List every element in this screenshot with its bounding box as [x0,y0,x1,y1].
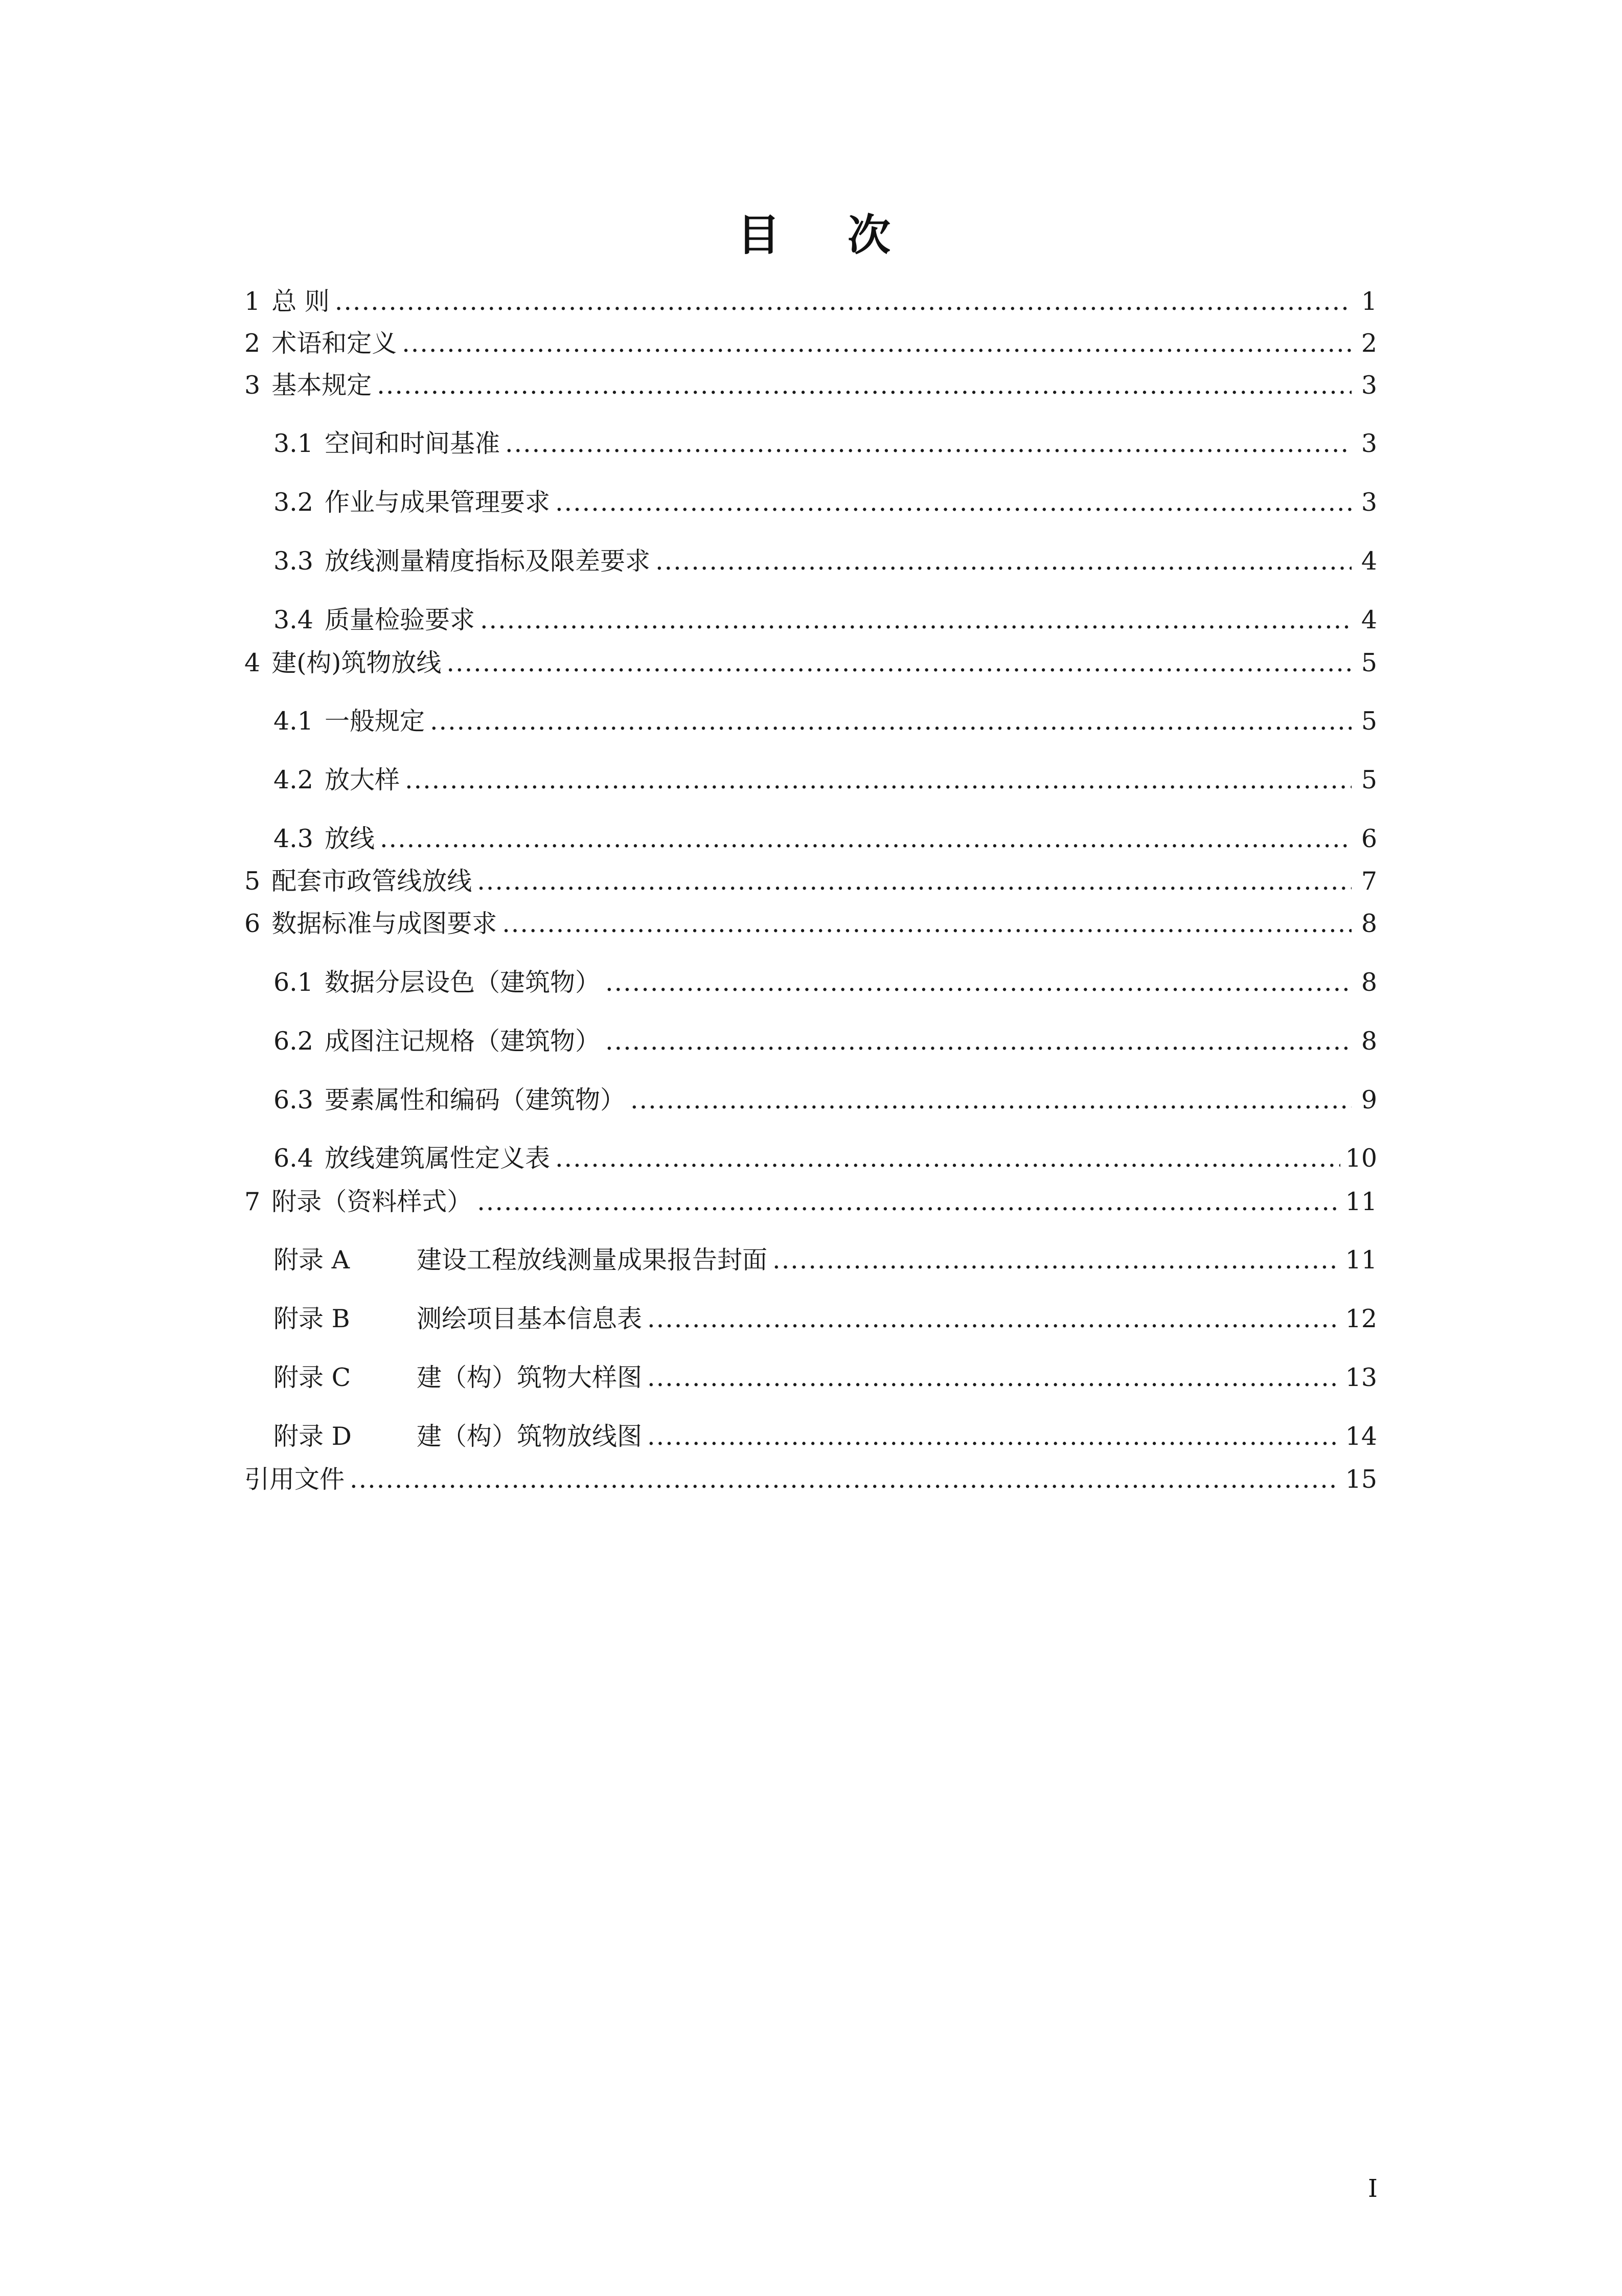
toc-leader-dots [477,862,1352,901]
toc-entry-page: 10 [1345,1144,1377,1173]
toc-entry-3-2[interactable] [273,483,1377,522]
toc-entry-page: 12 [1345,1304,1377,1333]
toc-leader-dots [605,963,1352,1002]
toc-entry-number: 4.2 [273,765,313,794]
toc-entry-number: 3.1 [273,429,313,458]
toc-entry-page: 3 [1361,429,1377,458]
toc-entry-label: 建（构）筑物放线图 [417,1422,643,1451]
toc-entry-page: 8 [1361,968,1377,997]
toc-entry-appendix-d[interactable] [273,1417,1377,1456]
toc-entry-page: 5 [1361,765,1377,794]
toc-entry-page: 3 [1361,488,1377,517]
toc-entry-page: 4 [1361,547,1377,576]
toc-leader-dots [350,1460,1340,1499]
toc-entry-label: 质量检验要求 [324,605,475,634]
toc-entry-number: 3 [244,371,261,400]
toc-entry-number: 附录 C [273,1363,351,1392]
toc-entry-page: 14 [1345,1422,1377,1451]
toc-leader-dots [655,542,1352,581]
toc-entry-label: 作业与成果管理要求 [324,488,550,517]
toc-entry-number: 1 [244,287,261,316]
toc-entry-page: 7 [1361,867,1377,896]
toc-entry-label: 术语和定义 [271,329,397,358]
toc-entry-page: 2 [1361,329,1377,358]
toc-entry-page: 5 [1361,648,1377,677]
toc-entry-label: 建设工程放线测量成果报告封面 [417,1245,768,1275]
toc-entry-label: 数据标准与成图要求 [271,909,497,938]
toc-leader-dots [505,424,1352,463]
page-number-roman: I [1368,2174,1378,2203]
toc-leader-dots [647,1417,1340,1456]
toc-leader-dots [430,702,1352,741]
toc-entry-3-4[interactable] [273,601,1377,640]
toc-leader-dots [555,1139,1340,1178]
toc-entry-label: 附录（资料样式） [271,1187,472,1216]
toc-entry-page: 9 [1361,1085,1377,1115]
toc-leader-dots [477,1183,1340,1221]
toc-entry-4-1[interactable] [273,702,1377,741]
toc-entry-7[interactable] [244,1183,1377,1221]
toc-entry-3-1[interactable] [273,424,1377,463]
toc-entry-number: 附录 D [273,1422,352,1451]
toc-entry-label: 数据分层设色（建筑物） [324,968,600,997]
toc-entry-label: 建（构）筑物大样图 [417,1363,643,1392]
toc-entry-number: 6.4 [273,1144,313,1173]
toc-entry-page: 4 [1361,605,1377,634]
toc-entry-number: 3.2 [273,488,313,517]
toc-leader-dots [377,366,1352,405]
toc-entry-label: 建(构)筑物放线 [271,648,442,677]
toc-entry-references[interactable] [244,1460,1377,1499]
toc-entry-label: 放线 [324,824,375,853]
toc-entry-6[interactable] [244,904,1377,943]
toc-leader-dots [502,904,1352,943]
toc-entry-label: 放大样 [324,765,400,794]
toc-entry-page: 1 [1361,287,1377,316]
toc-entry-number: 4.3 [273,824,313,853]
toc-entry-number: 6 [244,909,261,938]
toc-entry-appendix-c[interactable] [273,1358,1377,1397]
toc-leader-dots [605,1022,1352,1061]
toc-entry-label: 一般规定 [324,707,425,736]
toc-entry-number: 6.2 [273,1027,313,1056]
toc-entry-number: 附录 B [273,1304,350,1333]
toc-entry-number: 7 [244,1187,261,1216]
toc-leader-dots [380,820,1352,858]
toc-entry-number: 2 [244,329,261,358]
toc-entry-4[interactable] [244,644,1377,683]
toc-entry-3-3[interactable] [273,542,1377,581]
toc-leader-dots [402,324,1352,363]
toc-leader-dots [335,282,1352,321]
toc-entry-number: 5 [244,867,261,896]
toc-leader-dots [647,1300,1340,1338]
toc-entry-label: 放线建筑属性定义表 [324,1144,550,1173]
toc-title-char-2: 次 [847,210,890,260]
toc-entry-6-2[interactable] [273,1022,1377,1061]
toc-entry-page: 6 [1361,824,1377,853]
toc-entry-4-2[interactable] [273,761,1377,800]
toc-entry-label: 配套市政管线放线 [271,867,472,896]
toc-entry-page: 3 [1361,371,1377,400]
toc-entry-2[interactable] [244,324,1377,363]
toc-entry-number: 4.1 [273,707,313,736]
toc-entry-6-3[interactable] [273,1081,1377,1120]
toc-leader-dots [480,601,1352,640]
toc-entry-number: 4 [244,648,261,677]
toc-entry-6-1[interactable] [273,963,1377,1002]
toc-leader-dots [405,761,1352,800]
toc-entry-5[interactable] [244,862,1377,901]
toc-entry-number: 附录 A [273,1245,350,1275]
toc-entry-number: 3.4 [273,605,313,634]
toc-entry-appendix-b[interactable] [273,1300,1377,1338]
toc-entry-appendix-a[interactable] [273,1241,1377,1280]
toc-entry-page: 8 [1361,909,1377,938]
toc-entry-label: 成图注记规格（建筑物） [324,1027,600,1056]
toc-entry-3[interactable] [244,366,1377,405]
toc-entry-label: 测绘项目基本信息表 [417,1304,643,1333]
toc-entry-label: 基本规定 [271,371,372,400]
toc-entry-label: 放线测量精度指标及限差要求 [324,547,650,576]
toc-entry-page: 8 [1361,1027,1377,1056]
toc-leader-dots [555,483,1352,522]
toc-leader-dots [647,1358,1340,1397]
toc-leader-dots [446,644,1352,683]
toc-entry-label: 总 则 [271,287,330,316]
toc-entry-page: 5 [1361,707,1377,736]
toc-entry-page: 15 [1345,1465,1377,1494]
toc-entry-page: 11 [1345,1245,1377,1275]
toc-entry-6-4[interactable] [273,1139,1377,1178]
toc-title-char-1: 目 [737,210,781,260]
toc-entry-number: 6.3 [273,1085,313,1115]
toc-entry-label: 要素属性和编码（建筑物） [324,1085,625,1115]
toc-entry-label: 空间和时间基准 [324,429,500,458]
toc-entry-page: 11 [1345,1187,1377,1216]
toc-entry-number: 3.3 [273,547,313,576]
toc-entry-1[interactable] [244,282,1377,321]
toc-leader-dots [630,1081,1352,1120]
toc-entry-label: 引用文件 [244,1465,345,1494]
toc-entry-number: 6.1 [273,968,313,997]
toc-entry-4-3[interactable] [273,820,1377,858]
toc-leader-dots [772,1241,1340,1280]
toc-entry-page: 13 [1345,1363,1377,1392]
